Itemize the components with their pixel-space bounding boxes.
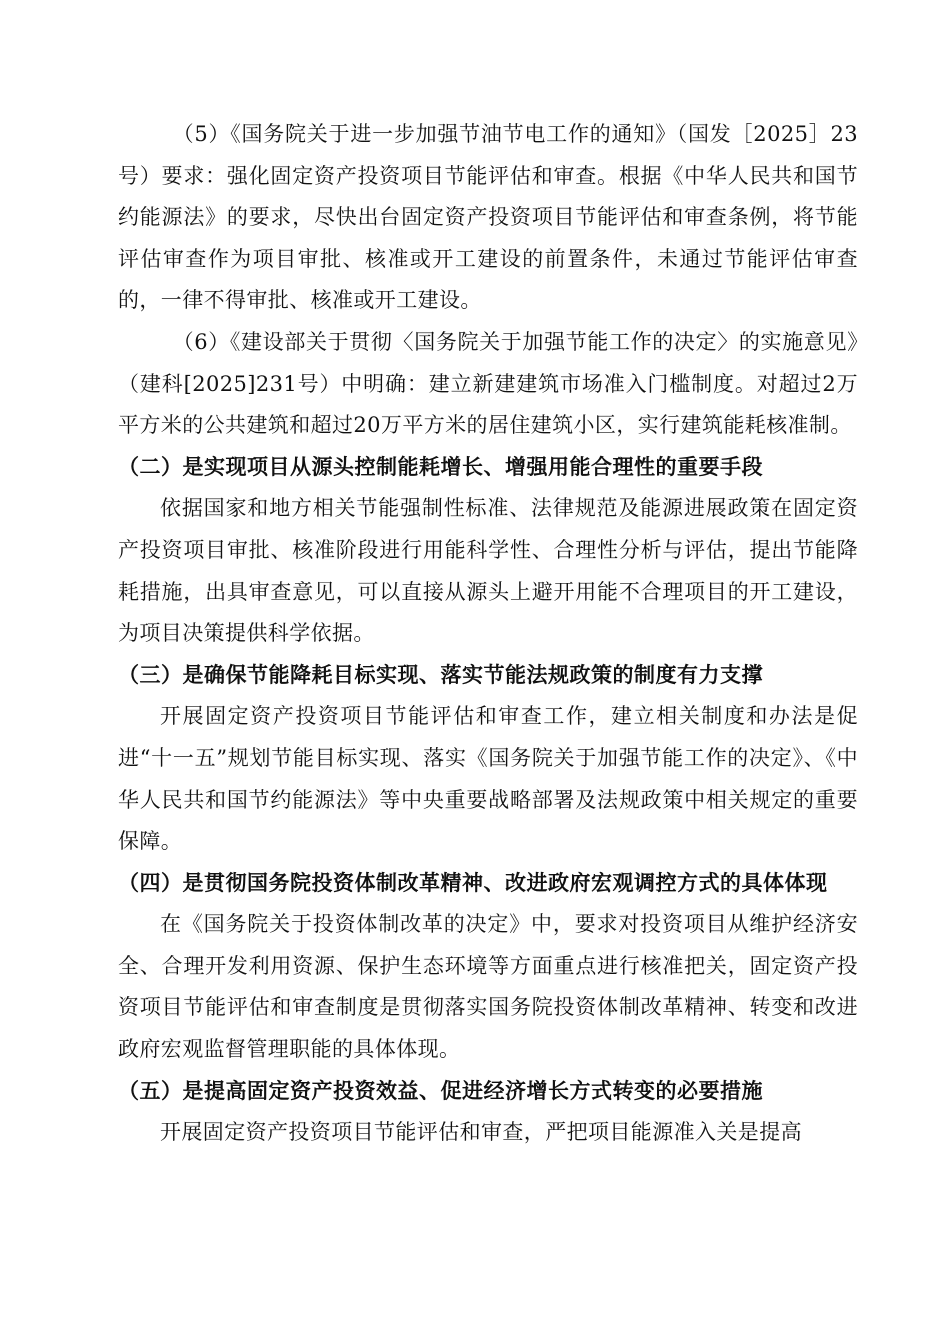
section-heading-3: （三）是确保节能降耗目标实现、落实节能法规政策的制度有力支撑	[118, 662, 763, 687]
section-heading-2: （二）是实现项目从源头控制能耗增长、增强用能合理性的重要手段	[118, 454, 763, 479]
paragraph-section-4: 在《国务院关于投资体制改革的决定》中，要求对投资项目从维护经济安全、合理开发利用资源、保护生态环境等方面重点进行核准把关，固定资产投资项目节能评估和审查制度是贯彻落实国务院投资体制改革精神、转变和改进政府宏观监督管理职能的具体体现。	[118, 912, 858, 1062]
document-page	[118, 114, 858, 1154]
section-heading-5: （五）是提高固定资产投资效益、促进经济增长方式转变的必要措施	[118, 1078, 763, 1103]
paragraph-section-3: 开展固定资产投资项目节能评估和审查工作，建立相关制度和办法是促进“十一五”规划节能目标实现、落实《国务院关于加强节能工作的决定》、《中华人民共和国节约能源法》等中央重要战略部署及法规政策中相关规定的重要保障。	[118, 704, 858, 854]
paragraph-notice-5: （5）《国务院关于进一步加强节油节电工作的通知》（国发［2025］23号）要求：强化固定资产投资项目节能评估和审查。根据《中华人民共和国节约能源法》的要求，尽快出台固定资产投资项目节能评估和审查条例，将节能评估审查作为项目审批、核准或开工建设的前置条件，未通过节能评估审查的，一律不得审批、核准或开工建设。	[118, 122, 858, 313]
paragraph-notice-6: （6）《建设部关于贯彻〈国务院关于加强节能工作的决定〉的实施意见》（建科[2025]231号）中明确：建立新建建筑市场准入门槛制度。对超过2万平方米的公共建筑和超过20万平方米的居住建筑小区，实行建筑能耗核准制。	[118, 329, 858, 438]
paragraph-section-2: 依据国家和地方相关节能强制性标准、法律规范及能源进展政策在固定资产投资项目审批、核准阶段进行用能科学性、合理性分析与评估，提出节能降耗措施，出具审查意见，可以直接从源头上避开用能不合理项目的开工建设，为项目决策提供科学依据。	[118, 496, 858, 646]
section-heading-4: （四）是贯彻国务院投资体制改革精神、改进政府宏观调控方式的具体体现	[118, 870, 828, 895]
paragraph-section-5: 开展固定资产投资项目节能评估和审查，严把项目能源准入关是提高	[160, 1120, 802, 1145]
